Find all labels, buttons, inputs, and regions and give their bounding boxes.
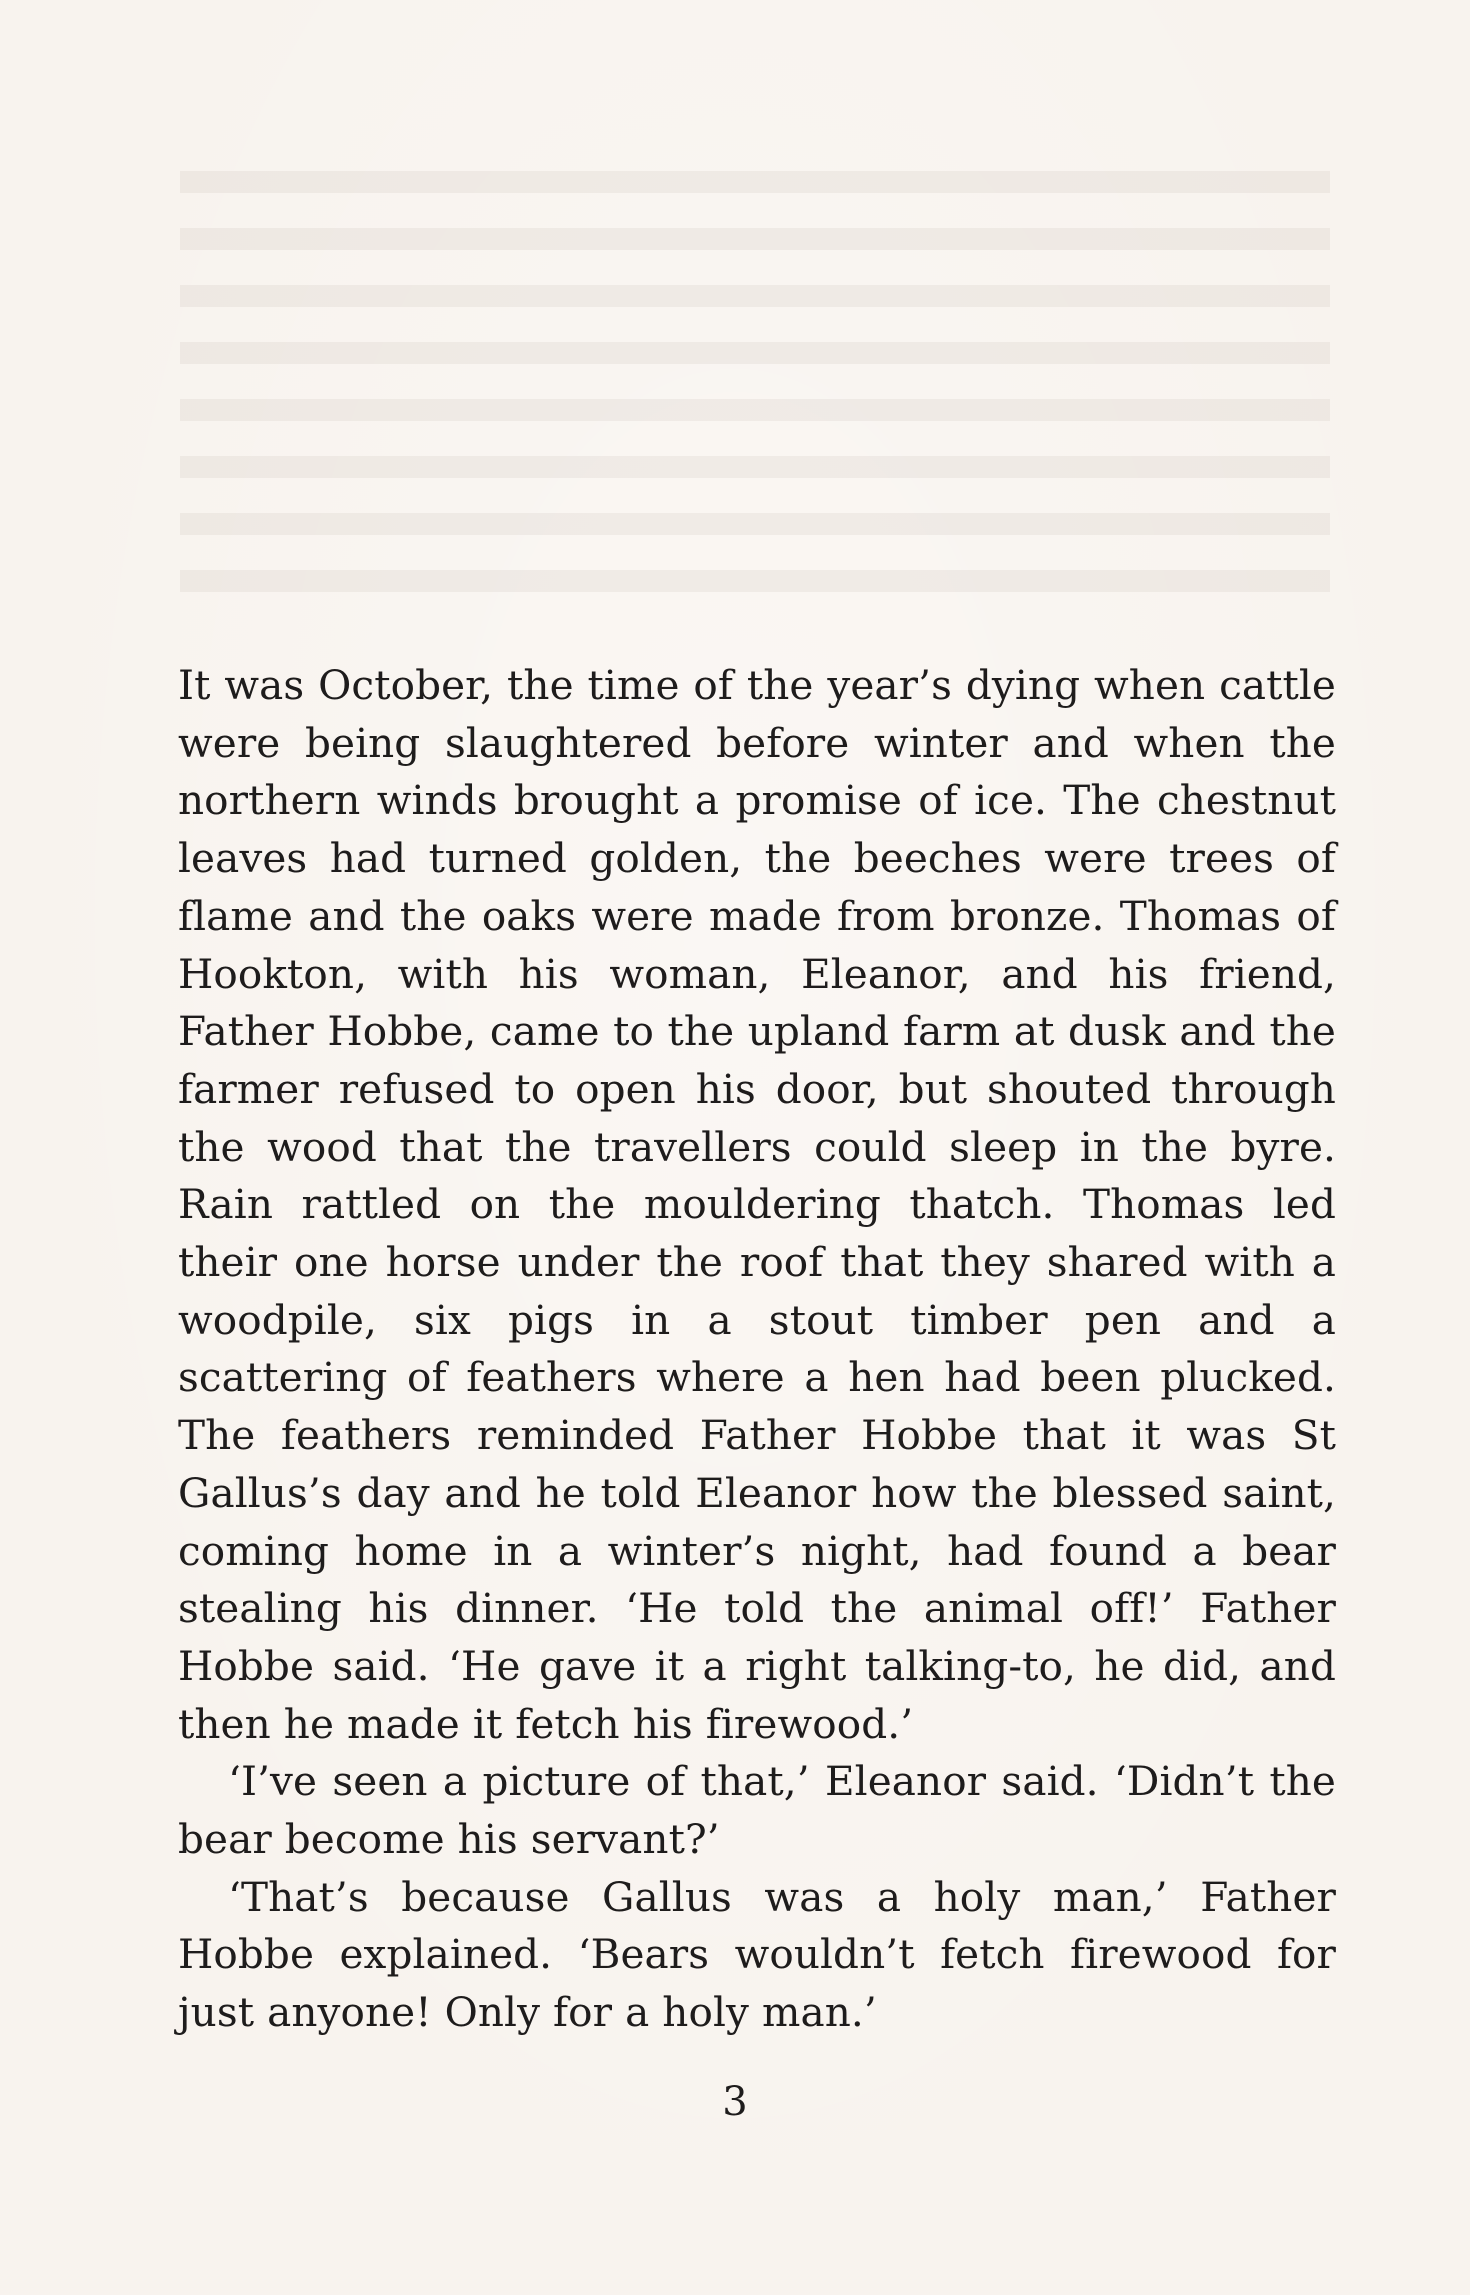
page-number: 3 <box>722 2079 748 2125</box>
paragraph-2: ‘I’ve seen a picture of that,’ Eleanor said. ‘Didn’t the bear become his servant?’ <box>178 1757 1336 1864</box>
paragraph-3: ‘That’s because Gallus was a holy man,’ Father Hobbe explained. ‘Bears wouldn’t fetch firewood for just anyone! Only for a holy man.’ <box>178 1872 1336 2037</box>
body-text <box>178 657 1336 2042</box>
show-through-texture <box>180 0 1330 620</box>
paragraph-1: It was October, the time of the year’s dying when cattle were being slaughtered before winter and when the northern winds brought a promise of ice. The chestnut leaves had turned golden, the beeches were trees of flame and the oaks were made from bronze. Thomas of Hookton, with his woman, Eleanor, and his friend, Father Hobbe, came to the upland farm at dusk and the farmer refused to open his door, but shouted through the wood that the travellers could sleep in the byre. Rain rattled on the mouldering thatch. Thomas led their one horse under the roof that they shared with a woodpile, six pigs in a stout timber pen and a scattering of feathers where a hen had been plucked. The feathers reminded Father Hobbe that it was St Gallus’s day and he told Eleanor how the blessed saint, coming home in a winter’s night, had found a bear stealing his dinner. ‘He told the animal off!’ Father Hobbe said. ‘He gave it a right talking-to, he did, and then he made it fetch his firewood.’ <box>178 661 1336 1748</box>
